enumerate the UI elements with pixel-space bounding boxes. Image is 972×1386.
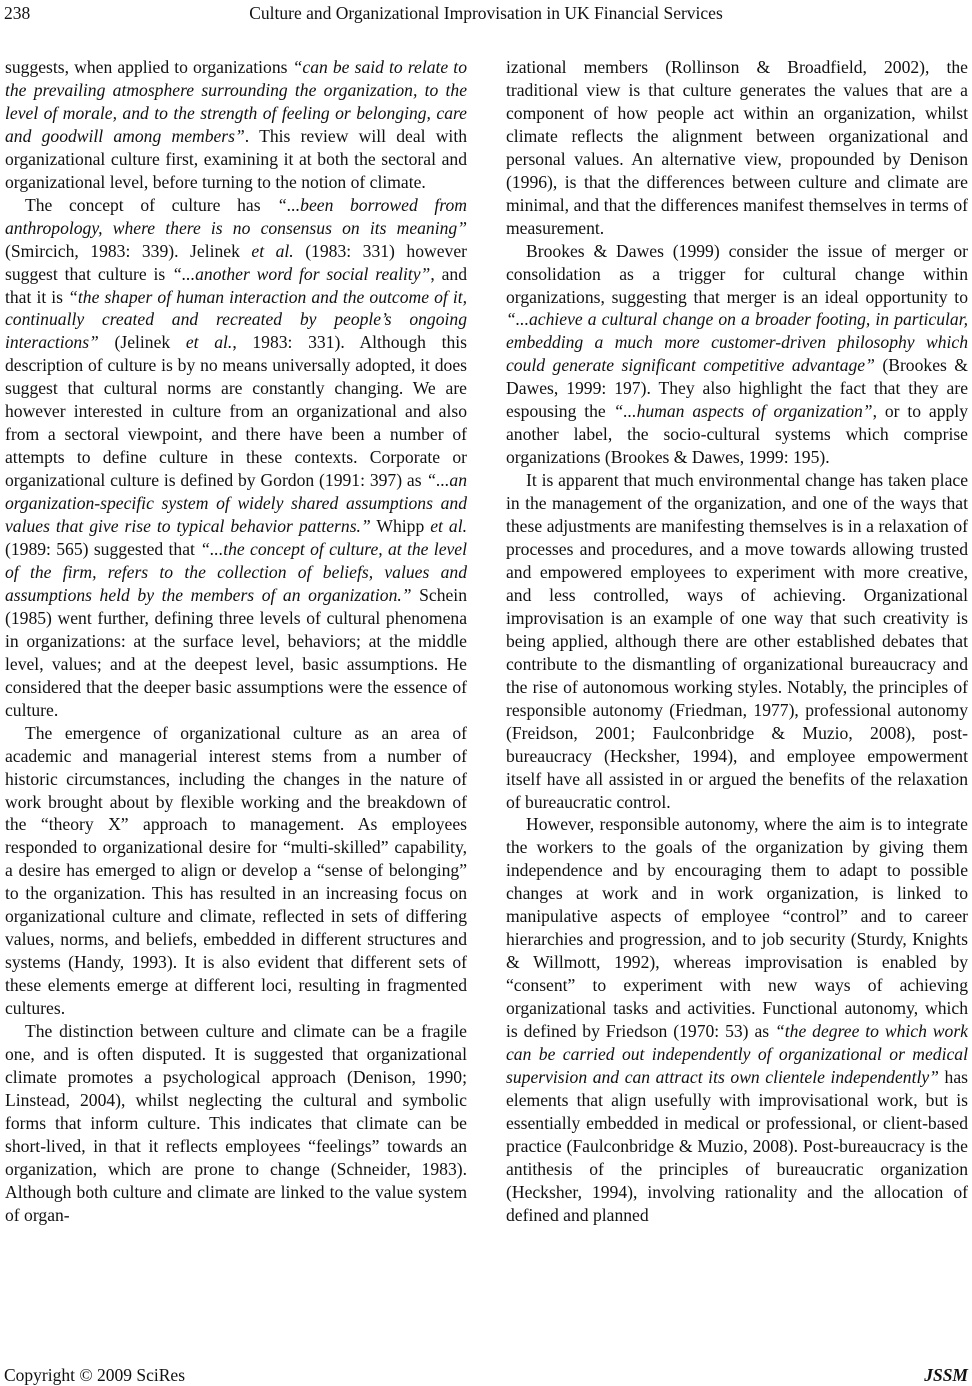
body-paragraph xyxy=(5,722,467,1020)
text-run: However, responsible autonomy, where the aim is to integrate the workers to the goals of the organization by giving them independence and by encouraging them to adapt to possible changes at work and in work organization, is linked to manipulative aspects of employee “control” and to career hierarchies and progression, and to job security (Sturdy, Knights & Willmott, 1992), whereas improvisation is enabled by “consent” to experiment with new ways of achieving organizational tasks and activities. Functional autonomy, which is defined by Friedson (1970: 53) as xyxy=(506,814,968,1042)
quoted-text: “...achieve a cultural change on a broader footing, in particular, embedding a much more customer-driven philosophy which could generate significant competitive advantage” xyxy=(506,309,968,376)
left-column xyxy=(5,56,467,1227)
quoted-text: “the degree to which work can be carried out independently of organizational or medical supervision and can attract its own clientele independently” xyxy=(506,1021,968,1087)
body-paragraph xyxy=(506,240,968,470)
text-run: izational members (Rollinson & Broadfield, 2002), the traditional view is that culture generates the values that are a component of how people act within an organization, whilst climate reflects the alignment between organizational and personal values. An alternative view, propounded by Denison (1996), is that the differences between culture and climate are minimal, and that the differences manifest themselves in terms of measurement. xyxy=(506,57,968,238)
text-run: has elements that align usefully with improvisational work, but is essentially embedded in medical or professional, or client-based practice (Faulconbridge & Muzio, 2008). Post-bureaucracy is the antithesis of the principles of bureaucratic organization (Hecksher, 1994), involving rationality and the allocation of defined and planned xyxy=(506,1066,968,1225)
copyright-notice: Copyright © 2009 SciRes xyxy=(4,1365,186,1385)
quoted-text: “the shaper of human interaction and the outcome of it, continually created and recreated by people’s ongoing interactions” xyxy=(5,286,467,353)
quoted-text: “...the concept of culture, at the level of the firm, refers to the collection of beliefs, values and assumptions held by the members of an organization.” xyxy=(5,539,468,605)
body-paragraph xyxy=(506,813,968,1226)
quoted-text: “...been borrowed from anthropology, where there is no consensus on its meaning” xyxy=(5,194,467,238)
quoted-text: et al. xyxy=(185,332,233,353)
text-run: (Smircich, 1983: 339). Jelinek xyxy=(5,240,252,261)
quoted-text: “...human aspects of organization” xyxy=(613,401,873,422)
page-header xyxy=(0,0,972,30)
text-run: The emergence of organizational culture as an area of academic and managerial interest stems from a number of historic circumstances, including the changes in the nature of work brought about by flexible working and the breakdown of the “theory X” approach to management. As employees responded to organizational desire for “multi-skilled” capability, a desire has emerged to align or develop a “sense of belonging” to the organization. This has resulted in an increasing focus on organizational culture and climate, reflected in sets of differing values, norms, and beliefs, embedded in different structures and systems (Handy, 1993). It is also evident that different sets of these elements emerge at different loci, resulting in fragmented cultures. xyxy=(5,722,467,1019)
text-run: , 1983: 331). Although this description of culture is by no means universally adopted, it does suggest that cultural norms are constantly changing. We are however interested in culture from an organizational and also from a sectoral viewpoint, and there have been a number of attempts to define culture in these contexts. Corporate or organizational culture is defined by Gordon (1991: 397) as xyxy=(5,332,467,491)
text-run: , or to apply another label, the socio-cultural systems which comprise organizations (Brookes & Dawes, 1999: 195). xyxy=(506,401,968,468)
text-run: It is apparent that much environmental change has taken place in the management of the organization, and one of the ways that these adjustments are manifesting themselves is in a relaxation of processes and procedures, and a move towards allowing trusted and empowered employees to experiment with more creative, and less controlled, ways of achieving. Organizational improvisation is an example of one way that such creativity is being applied, although there are other established debates that contribute to the dismantling of organizational bureaucracy and the rise of autonomous working styles. Notably, the principles of responsible autonomy (Friedman, 1977), professional autonomy (Freidson, 2001; Faulconbridge & Muzio, 2008), post-bureaucracy (Hecksher, 1994), and employee empowerment itself have all assisted in or argued the benefits of the relaxation of bureaucratic control. xyxy=(506,470,968,812)
text-run: . This review will deal with organizational culture first, examining it at both the sectoral and organizational level, before turning to the notion of climate. xyxy=(5,125,468,192)
body-paragraph xyxy=(5,1020,467,1227)
text-run: The concept of culture has xyxy=(25,194,278,215)
page-footer xyxy=(0,1364,972,1386)
text-run: The distinction between culture and climate can be a fragile one, and is often disputed. It is suggested that organizational climate promotes a psychological approach (Denison, 1990; Linstead, 2004), whilst neglecting the cultural and symbolic forms that inform culture. This indicates that climate can be short-lived, in that it reflects employees “feelings” towards an organization, which are prone to change (Schneider, 1983). Although both culture and climate are linked to the value system of organ- xyxy=(5,1021,467,1225)
body-paragraph xyxy=(506,56,968,240)
quoted-text: “...another word for social reality” xyxy=(172,263,431,284)
body-paragraph xyxy=(5,194,467,722)
text-run: (Brookes & Dawes, 1999: 197). They also highlight the fact that they are espousing the xyxy=(506,355,968,422)
text-run: (1989: 565) suggested that xyxy=(5,539,201,560)
text-run: Schein (1985) went further, defining three levels of cultural phenomena in organizations: at the surface level, behaviors; at the middle level, values; and at the deepest level, basic assumptions. He considered that the deeper basic assumptions were the essence of culture. xyxy=(5,584,467,720)
text-run: (Jelinek xyxy=(98,332,186,353)
text-run: Brookes & Dawes (1999) consider the issue of merger or consolidation as a trigger for cultural change within organizations, suggesting that merger is an ideal opportunity to xyxy=(506,240,968,307)
right-column xyxy=(506,56,968,1227)
quoted-text: “can be said to relate to the prevailing atmosphere surrounding the organization, to the level of morale, and to the strength of feeling or belonging, care and goodwill among members” xyxy=(5,57,467,146)
quoted-text: et al. xyxy=(251,240,294,261)
text-run: suggests, when applied to organizations xyxy=(5,57,293,77)
text-run: , and that it is xyxy=(5,263,468,307)
text-run: (1983: 331) however suggest that culture is xyxy=(5,240,467,284)
quoted-text: “...an organization-specific system of widely shared assumptions and values that give rise to typical behavior patterns.” xyxy=(5,470,467,537)
body-paragraph xyxy=(506,469,968,813)
page-number: 238 xyxy=(4,3,31,23)
body-paragraph xyxy=(5,56,467,194)
quoted-text: et al. xyxy=(430,516,467,537)
journal-abbreviation: JSSM xyxy=(924,1365,968,1385)
text-run: Whipp xyxy=(370,516,431,537)
running-title: Culture and Organizational Improvisation in UK Financial Services xyxy=(249,3,723,23)
